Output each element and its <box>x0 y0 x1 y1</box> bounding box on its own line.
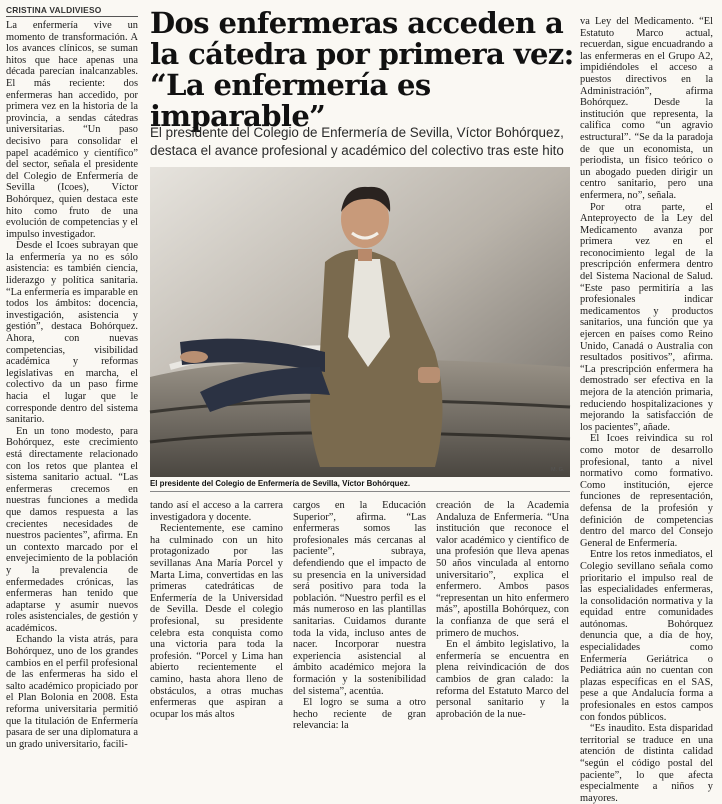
article-photo <box>150 167 570 477</box>
paragraph: El Icoes reivindica su rol como motor de desarrollo profesional, tanto a nivel normativo como formativo. Como institución, ejerce funciones de representación, defensa de la profesión y definición de competencias dentro del marco del Consejo General de Enfermería. <box>580 433 713 549</box>
paragraph: tando así el acceso a la carrera investigadora y docente. <box>150 500 283 523</box>
article-column-1 <box>6 20 138 750</box>
headline-line-2: la cátedra por primera vez: <box>150 37 574 71</box>
paragraph: creación de la Academia Andaluza de Enfermería. “Una institución que reconoce el valor académico y científico de una profesión que lleva apenas 50 años vinculada al entorno universitario”, explica el enfermero. Ambos pasos “representan un hito enfermero más”, apostilla Bohórquez, con la confianza de que será el primero de muchos. <box>436 500 569 639</box>
byline: CRISTINA VALDIVIESO <box>6 5 102 15</box>
paragraph: Por otra parte, el Anteproyecto de la Ley del Medicamento avanza por primera vez en el reconocimiento legal de la prescripción enfermera dentro del Sistema Nacional de Salud. “Este paso permitiría a las profesionales indicar medicamentos y productos sanitarios, una función que ya ejercen en países como Reino Unido, Canadá o Australia con resultados positivos”, afirma. “La prescripción enfermera ha demostrado ser efectiva en la mejora de la atención primaria, reduciendo hospitalizaciones y mejorando la satisfacción de los pacientes”, añade. <box>580 201 713 433</box>
paragraph: En el ámbito legislativo, la enfermería se encuentra en plena reivindicación de dos cambios de gran calado: la reforma del Estatuto Marco del personal sanitario y la aprobación de la nue- <box>436 639 569 720</box>
subtitle: El presidente del Colegio de Enfermería de Sevilla, Víctor Bohórquez, destaca el avance profesional y académico del colectivo tras este hito <box>150 125 564 158</box>
article-column-2 <box>150 500 283 720</box>
byline-divider <box>6 16 138 17</box>
headline <box>150 8 575 132</box>
article-column-3 <box>293 500 426 732</box>
paragraph: Recientemente, ese camino ha culminado con un hito protagonizado por las sevillanas Ana María Porcel y Marta Lima, convertidas en las primeras catedráticas de Enfermería de la Universidad de Sevilla. Desde el colegio profesional, su presidente celebra esta conquista como una victoria para toda la profesión. “Porcel y Lima han abierto recientemente el camino, hasta ahora lleno de obstáculos, a otras muchas enfermeras que aspiran a ocupar los más altos <box>150 523 283 720</box>
paragraph: La enfermería vive un momento de transformación. A los avances clínicos, se suman hitos que hace apenas una década parecían inalcanzables. El más reciente: dos enfermeras han accedido, por primera vez en la historia de la provincia, a sendas cátedras universitarias. “Un paso decisivo para consolidar el papel académico y científico” del sector, señala el presidente del Colegio de Enfermería de Sevilla (Icoes), Víctor Bohórquez, quien destaca este hito como fruto de una evolución de competencias y el impulso investigador. <box>6 20 138 240</box>
paragraph: cargos en la Educación Superior”, afirma. “Las enfermeras somos las profesionales más cercanas al paciente”, subraya, defendiendo que el impacto de su presencia en la universidad será positivo para toda la población. “Nuestro perfil es el más numeroso en las plantillas sanitarias. Cuidamos durante toda la vida, incluso antes de nacer. Incorporar nuestra experiencia asistencial al ámbito académico mejora la formación y la sostenibilidad del sistema”, acentúa. <box>293 500 426 697</box>
paragraph: Entre los retos inmediatos, el Colegio sevillano señala como prioritario el impulso real de las especialidades enfermeras, la consolidación normativa y la equidad entre comunidades autónomas. Bohórquez denuncia que, a día de hoy, especialidades como Enfermería Geriátrica o Pediátrica aún no cuentan con plazas específicas en el SAS, pese a que Andalucía forma a profesionales en estos campos con fondos públicos. <box>580 549 713 723</box>
photo-illustration <box>150 167 570 477</box>
paragraph: “Es inaudito. Esta disparidad territorial se traduce en una atención de distinta calidad “según el código postal del paciente”, lo que afecta especialmente a niños y mayores. <box>580 723 713 804</box>
photo-credit: M. G. <box>551 467 565 473</box>
article-column-5 <box>580 16 713 804</box>
caption-divider <box>150 491 570 492</box>
headline-line-3: “La enfermería es imparable” <box>150 68 431 133</box>
paragraph: va Ley del Medicamento. “El Estatuto Marco actual, recuerdan, sigue encuadrando a las enfermeras en el Grupo A2, impidiéndoles el acceso a puestos directivos en la Administración”, afirma Bohórquez. Desde la institución que representa, la califica como “un agravio estructural”. “Se da la paradoja de que un economista, un periodista, un físico teórico o un abogado pueden dirigir un centro sanitario, pero una enfermera, no”, señala. <box>580 16 713 201</box>
photo-caption: El presidente del Colegio de Enfermería de Sevilla, Víctor Bohórquez. <box>150 479 411 488</box>
paragraph: Desde el Icoes subrayan que la enfermería ya no es sólo asistencia: es también ciencia, liderazgo y política sanitaria. “La enfermería es imparable en todos los ámbitos: docencia, investigación, asistencia y gestión”, destaca Bohórquez. Ahora, con nuevas competencias, visibilidad académica y reformas legislativas en marcha, el colectivo da un paso firme hacia el lugar que le corresponde dentro del sistema sanitario. <box>6 240 138 426</box>
paragraph: En un tono modesto, para Bohórquez, este crecimiento está directamente relacionado con los retos que plantea el sistema sanitario actual. “Las enfermeras crecemos en nuestras funciones a medida que damos respuesta a las crecientes necesidades de nuestros pacientes”, afirma. En un contexto marcado por el envejecimiento de la población y la prevalencia de enfermedades crónicas, las enfermeras han tenido que adaptarse y asumir nuevos roles asistenciales, de gestión y académicos. <box>6 425 138 634</box>
paragraph: Echando la vista atrás, para Bohórquez, uno de los grandes cambios en el perfil profesional de las enfermeras ha sido el salto académico propiciado por el Plan Bolonia en 2008. Esta reforma universitaria permitió que la titulación de Enfermería pasara de ser una diplomatura a un grado universitario, facili- <box>6 634 138 750</box>
article-column-4 <box>436 500 569 720</box>
paragraph: El logro se suma a otro hecho reciente de gran relevancia: la <box>293 697 426 732</box>
headline-line-1: Dos enfermeras acceden a <box>150 6 564 40</box>
